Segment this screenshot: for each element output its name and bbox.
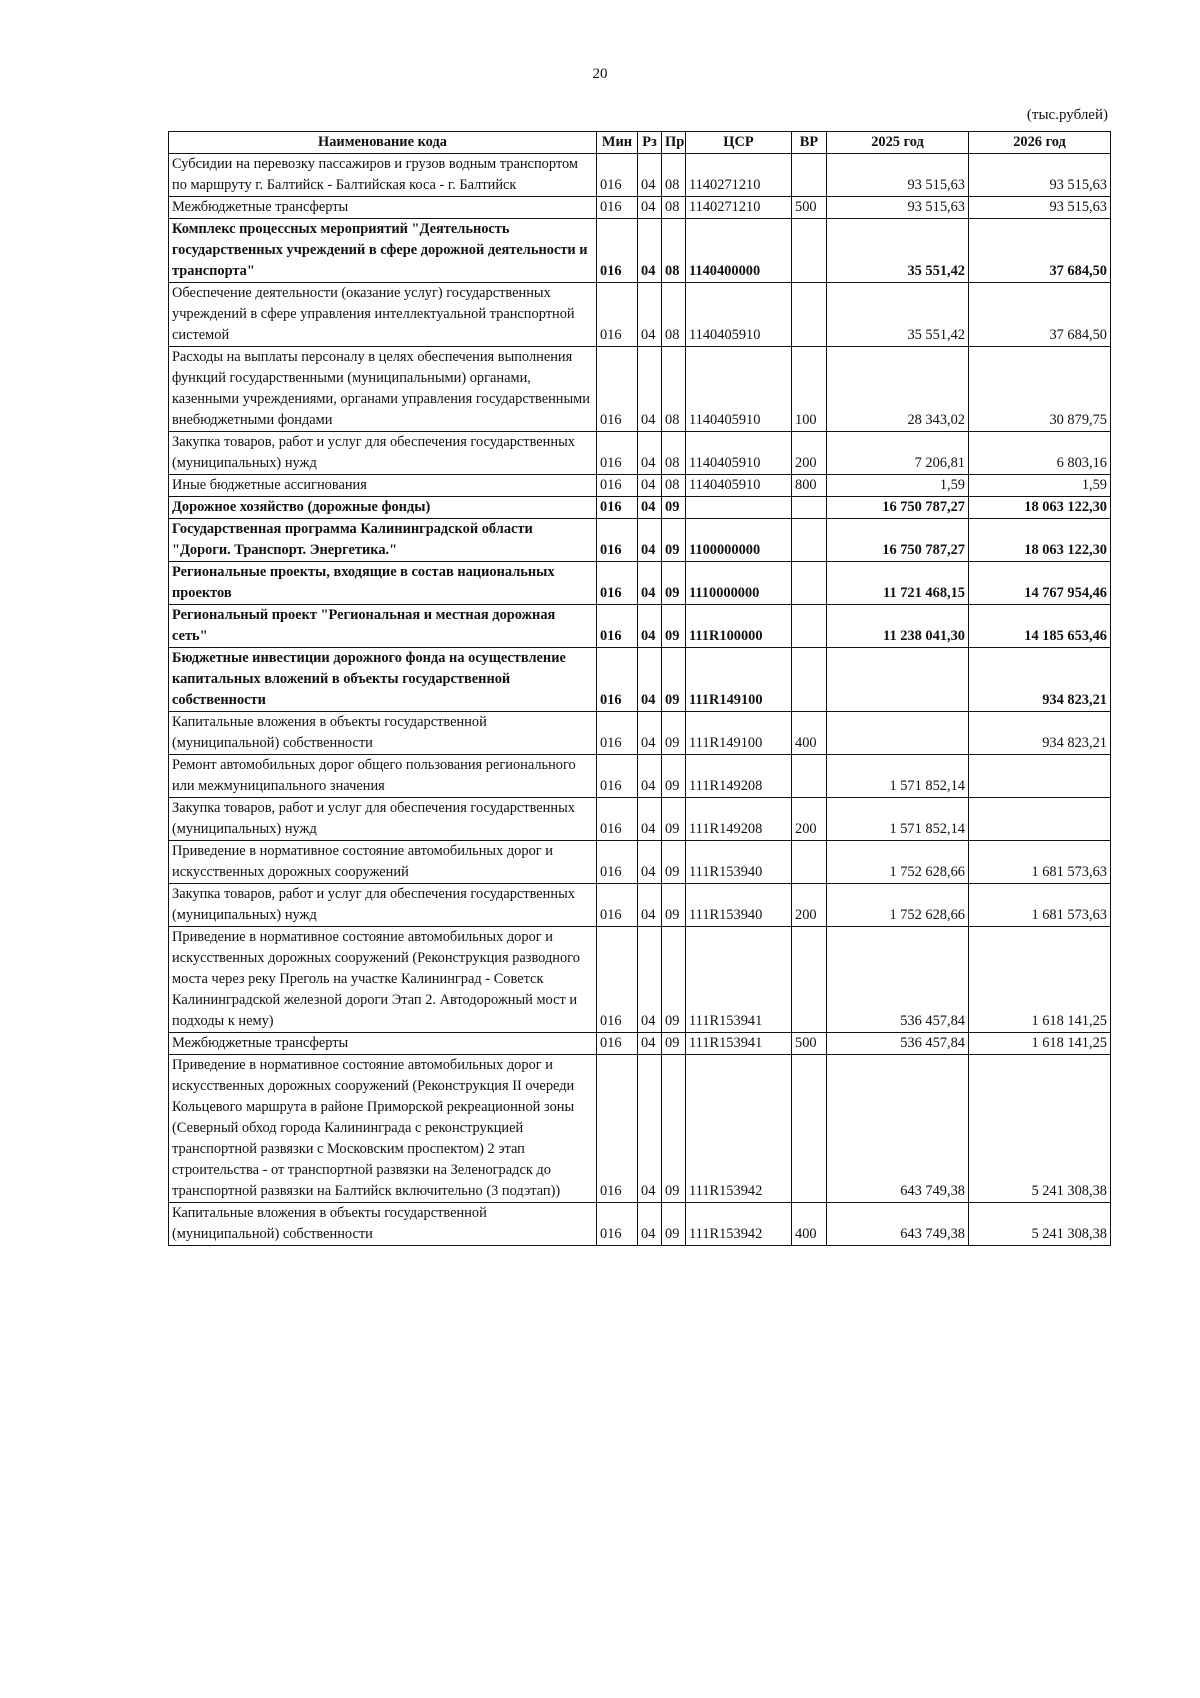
cell-min: 016 bbox=[597, 755, 638, 798]
cell-pr: 08 bbox=[662, 432, 686, 475]
cell-2025 bbox=[827, 648, 969, 712]
cell-vr: 200 bbox=[792, 432, 827, 475]
cell-2026: 6 803,16 bbox=[969, 432, 1111, 475]
table-row bbox=[169, 1033, 1111, 1055]
cell-2026 bbox=[969, 798, 1111, 841]
cell-pr: 09 bbox=[662, 1055, 686, 1203]
cell-name: Межбюджетные трансферты bbox=[169, 197, 597, 219]
cell-vr bbox=[792, 755, 827, 798]
cell-2026: 1,59 bbox=[969, 475, 1111, 497]
cell-vr bbox=[792, 219, 827, 283]
cell-name: Капитальные вложения в объекты государственной (муниципальной) собственности bbox=[169, 712, 597, 755]
cell-vr bbox=[792, 154, 827, 197]
cell-2025: 1 752 628,66 bbox=[827, 841, 969, 884]
cell-2026: 37 684,50 bbox=[969, 219, 1111, 283]
cell-2026: 18 063 122,30 bbox=[969, 497, 1111, 519]
cell-2026: 30 879,75 bbox=[969, 347, 1111, 432]
cell-min: 016 bbox=[597, 519, 638, 562]
table-row bbox=[169, 798, 1111, 841]
table-row bbox=[169, 475, 1111, 497]
cell-min: 016 bbox=[597, 1033, 638, 1055]
cell-rz: 04 bbox=[638, 219, 662, 283]
cell-pr: 09 bbox=[662, 648, 686, 712]
cell-vr bbox=[792, 1055, 827, 1203]
cell-csr: 111R153940 bbox=[686, 884, 792, 927]
cell-rz: 04 bbox=[638, 884, 662, 927]
cell-2025: 536 457,84 bbox=[827, 1033, 969, 1055]
cell-min: 016 bbox=[597, 927, 638, 1033]
cell-min: 016 bbox=[597, 798, 638, 841]
cell-2025: 643 749,38 bbox=[827, 1055, 969, 1203]
cell-2026: 1 618 141,25 bbox=[969, 927, 1111, 1033]
cell-csr: 1110000000 bbox=[686, 562, 792, 605]
cell-vr: 400 bbox=[792, 1203, 827, 1246]
unit-label: (тыс.рублей) bbox=[1026, 107, 1108, 123]
cell-rz: 04 bbox=[638, 283, 662, 347]
cell-csr: 111R149208 bbox=[686, 798, 792, 841]
cell-rz: 04 bbox=[638, 562, 662, 605]
header-rz: Рз bbox=[638, 132, 662, 154]
cell-csr: 1140405910 bbox=[686, 347, 792, 432]
table-row bbox=[169, 1203, 1111, 1246]
cell-pr: 08 bbox=[662, 475, 686, 497]
cell-rz: 04 bbox=[638, 755, 662, 798]
cell-2025: 1 571 852,14 bbox=[827, 755, 969, 798]
cell-rz: 04 bbox=[638, 712, 662, 755]
cell-name: Закупка товаров, работ и услуг для обеспечения государственных (муниципальных) нужд bbox=[169, 432, 597, 475]
cell-rz: 04 bbox=[638, 648, 662, 712]
cell-2025: 16 750 787,27 bbox=[827, 519, 969, 562]
header-csr: ЦСР bbox=[686, 132, 792, 154]
cell-pr: 09 bbox=[662, 1033, 686, 1055]
cell-pr: 09 bbox=[662, 841, 686, 884]
cell-min: 016 bbox=[597, 1203, 638, 1246]
cell-csr: 1140405910 bbox=[686, 283, 792, 347]
cell-rz: 04 bbox=[638, 347, 662, 432]
cell-name: Капитальные вложения в объекты государственной (муниципальной) собственности bbox=[169, 1203, 597, 1246]
cell-rz: 04 bbox=[638, 927, 662, 1033]
cell-name: Государственная программа Калининградской области "Дороги. Транспорт. Энергетика." bbox=[169, 519, 597, 562]
cell-name: Региональные проекты, входящие в состав национальных проектов bbox=[169, 562, 597, 605]
cell-rz: 04 bbox=[638, 1033, 662, 1055]
cell-csr: 111R100000 bbox=[686, 605, 792, 648]
cell-min: 016 bbox=[597, 283, 638, 347]
cell-2025: 643 749,38 bbox=[827, 1203, 969, 1246]
cell-rz: 04 bbox=[638, 432, 662, 475]
table-row bbox=[169, 605, 1111, 648]
cell-2025: 11 721 468,15 bbox=[827, 562, 969, 605]
page-number: 20 bbox=[592, 66, 608, 82]
cell-name: Расходы на выплаты персоналу в целях обеспечения выполнения функций государственными (муниципальными) органами, казенными учреждениями, органами управления государственными внебюджетными фондами bbox=[169, 347, 597, 432]
cell-csr: 1100000000 bbox=[686, 519, 792, 562]
cell-rz: 04 bbox=[638, 154, 662, 197]
cell-pr: 09 bbox=[662, 497, 686, 519]
cell-csr: 1140400000 bbox=[686, 219, 792, 283]
cell-name: Бюджетные инвестиции дорожного фонда на осуществление капитальных вложений в объекты государственной собственности bbox=[169, 648, 597, 712]
cell-min: 016 bbox=[597, 562, 638, 605]
cell-name: Приведение в нормативное состояние автомобильных дорог и искусственных дорожных сооружений bbox=[169, 841, 597, 884]
cell-csr: 111R153942 bbox=[686, 1055, 792, 1203]
header-2025: 2025 год bbox=[827, 132, 969, 154]
cell-pr: 09 bbox=[662, 798, 686, 841]
cell-pr: 09 bbox=[662, 1203, 686, 1246]
cell-vr: 500 bbox=[792, 1033, 827, 1055]
table-row bbox=[169, 154, 1111, 197]
cell-2026: 14 185 653,46 bbox=[969, 605, 1111, 648]
cell-rz: 04 bbox=[638, 475, 662, 497]
cell-2025: 7 206,81 bbox=[827, 432, 969, 475]
cell-2026: 37 684,50 bbox=[969, 283, 1111, 347]
cell-2025: 35 551,42 bbox=[827, 283, 969, 347]
cell-name: Ремонт автомобильных дорог общего пользования регионального или межмуниципального значения bbox=[169, 755, 597, 798]
cell-2026: 93 515,63 bbox=[969, 197, 1111, 219]
cell-name: Дорожное хозяйство (дорожные фонды) bbox=[169, 497, 597, 519]
cell-2026: 934 823,21 bbox=[969, 648, 1111, 712]
cell-2026: 1 681 573,63 bbox=[969, 884, 1111, 927]
cell-name: Межбюджетные трансферты bbox=[169, 1033, 597, 1055]
cell-min: 016 bbox=[597, 219, 638, 283]
cell-min: 016 bbox=[597, 1055, 638, 1203]
cell-min: 016 bbox=[597, 841, 638, 884]
cell-csr bbox=[686, 497, 792, 519]
cell-min: 016 bbox=[597, 432, 638, 475]
header-2026: 2026 год bbox=[969, 132, 1111, 154]
cell-2025: 11 238 041,30 bbox=[827, 605, 969, 648]
table-row bbox=[169, 347, 1111, 432]
cell-csr: 111R153942 bbox=[686, 1203, 792, 1246]
cell-2026: 18 063 122,30 bbox=[969, 519, 1111, 562]
cell-csr: 111R149100 bbox=[686, 712, 792, 755]
cell-rz: 04 bbox=[638, 519, 662, 562]
cell-pr: 08 bbox=[662, 197, 686, 219]
cell-csr: 111R153941 bbox=[686, 1033, 792, 1055]
table-row bbox=[169, 755, 1111, 798]
cell-csr: 1140271210 bbox=[686, 154, 792, 197]
cell-min: 016 bbox=[597, 347, 638, 432]
cell-pr: 09 bbox=[662, 605, 686, 648]
cell-2025: 1 752 628,66 bbox=[827, 884, 969, 927]
cell-pr: 08 bbox=[662, 219, 686, 283]
header-vr: ВР bbox=[792, 132, 827, 154]
cell-2025 bbox=[827, 712, 969, 755]
table-row bbox=[169, 432, 1111, 475]
cell-name: Приведение в нормативное состояние автомобильных дорог и искусственных дорожных сооружений (Реконструкция II очереди Кольцевого маршрута в районе Приморской рекреационной зоны (Северный обход города Калининграда с реконструкцией транспортной развязки с Московским проспектом) 2 этап строительства - от транспортной развязки на Зеленоградск до транспортной развязки на Балтийск включительно (3 подэтап)) bbox=[169, 1055, 597, 1203]
cell-2025: 536 457,84 bbox=[827, 927, 969, 1033]
cell-min: 016 bbox=[597, 605, 638, 648]
table-row bbox=[169, 197, 1111, 219]
cell-vr: 400 bbox=[792, 712, 827, 755]
cell-vr bbox=[792, 841, 827, 884]
cell-2025: 93 515,63 bbox=[827, 154, 969, 197]
cell-vr: 800 bbox=[792, 475, 827, 497]
cell-2025: 35 551,42 bbox=[827, 219, 969, 283]
cell-min: 016 bbox=[597, 497, 638, 519]
cell-vr bbox=[792, 562, 827, 605]
cell-vr bbox=[792, 283, 827, 347]
table-row bbox=[169, 841, 1111, 884]
cell-min: 016 bbox=[597, 648, 638, 712]
table-body bbox=[169, 154, 1111, 1246]
table-row bbox=[169, 648, 1111, 712]
cell-vr bbox=[792, 648, 827, 712]
cell-rz: 04 bbox=[638, 798, 662, 841]
cell-csr: 1140405910 bbox=[686, 475, 792, 497]
cell-rz: 04 bbox=[638, 197, 662, 219]
cell-2026: 93 515,63 bbox=[969, 154, 1111, 197]
cell-pr: 09 bbox=[662, 755, 686, 798]
cell-min: 016 bbox=[597, 884, 638, 927]
cell-vr bbox=[792, 605, 827, 648]
cell-2026: 1 618 141,25 bbox=[969, 1033, 1111, 1055]
cell-2025: 1,59 bbox=[827, 475, 969, 497]
cell-min: 016 bbox=[597, 475, 638, 497]
cell-name: Региональный проект "Региональная и местная дорожная сеть" bbox=[169, 605, 597, 648]
cell-2026: 1 681 573,63 bbox=[969, 841, 1111, 884]
header-pr: Пр bbox=[662, 132, 686, 154]
table-row bbox=[169, 283, 1111, 347]
cell-name: Закупка товаров, работ и услуг для обеспечения государственных (муниципальных) нужд bbox=[169, 798, 597, 841]
cell-pr: 09 bbox=[662, 927, 686, 1033]
cell-csr: 111R149100 bbox=[686, 648, 792, 712]
table-row bbox=[169, 927, 1111, 1033]
cell-csr: 111R153941 bbox=[686, 927, 792, 1033]
cell-vr: 200 bbox=[792, 884, 827, 927]
table-row bbox=[169, 519, 1111, 562]
header-name: Наименование кода bbox=[169, 132, 597, 154]
table-row bbox=[169, 497, 1111, 519]
cell-name: Комплекс процессных мероприятий "Деятельность государственных учреждений в сфере дорожной деятельности и транспорта" bbox=[169, 219, 597, 283]
cell-vr: 500 bbox=[792, 197, 827, 219]
cell-pr: 08 bbox=[662, 347, 686, 432]
table-row bbox=[169, 1055, 1111, 1203]
cell-rz: 04 bbox=[638, 841, 662, 884]
cell-rz: 04 bbox=[638, 497, 662, 519]
cell-vr: 200 bbox=[792, 798, 827, 841]
cell-csr: 111R149208 bbox=[686, 755, 792, 798]
table-row bbox=[169, 712, 1111, 755]
cell-min: 016 bbox=[597, 154, 638, 197]
table-header-row bbox=[169, 132, 1111, 154]
table-row bbox=[169, 884, 1111, 927]
cell-vr bbox=[792, 497, 827, 519]
cell-2025: 16 750 787,27 bbox=[827, 497, 969, 519]
cell-csr: 1140405910 bbox=[686, 432, 792, 475]
cell-csr: 111R153940 bbox=[686, 841, 792, 884]
cell-pr: 09 bbox=[662, 712, 686, 755]
cell-csr: 1140271210 bbox=[686, 197, 792, 219]
cell-2026: 14 767 954,46 bbox=[969, 562, 1111, 605]
cell-pr: 08 bbox=[662, 283, 686, 347]
cell-2026: 934 823,21 bbox=[969, 712, 1111, 755]
cell-rz: 04 bbox=[638, 605, 662, 648]
cell-min: 016 bbox=[597, 712, 638, 755]
cell-pr: 08 bbox=[662, 154, 686, 197]
table-row bbox=[169, 219, 1111, 283]
cell-pr: 09 bbox=[662, 884, 686, 927]
cell-2026: 5 241 308,38 bbox=[969, 1055, 1111, 1203]
cell-name: Приведение в нормативное состояние автомобильных дорог и искусственных дорожных сооружений (Реконструкция разводного моста через реку Преголь на участке Калининград - Советск Калининградской железной дороги Этап 2. Автодорожный мост и подходы к нему) bbox=[169, 927, 597, 1033]
cell-name: Субсидии на перевозку пассажиров и грузов водным транспортом по маршруту г. Балтийск - Балтийская коса - г. Балтийск bbox=[169, 154, 597, 197]
cell-2026 bbox=[969, 755, 1111, 798]
cell-name: Закупка товаров, работ и услуг для обеспечения государственных (муниципальных) нужд bbox=[169, 884, 597, 927]
cell-2025: 93 515,63 bbox=[827, 197, 969, 219]
cell-name: Обеспечение деятельности (оказание услуг) государственных учреждений в сфере управления интеллектуальной транспортной системой bbox=[169, 283, 597, 347]
cell-min: 016 bbox=[597, 197, 638, 219]
cell-rz: 04 bbox=[638, 1203, 662, 1246]
cell-name: Иные бюджетные ассигнования bbox=[169, 475, 597, 497]
cell-2025: 1 571 852,14 bbox=[827, 798, 969, 841]
table-row bbox=[169, 562, 1111, 605]
budget-table bbox=[168, 131, 1111, 1246]
cell-2026: 5 241 308,38 bbox=[969, 1203, 1111, 1246]
cell-vr: 100 bbox=[792, 347, 827, 432]
header-min: Мин bbox=[597, 132, 638, 154]
cell-2025: 28 343,02 bbox=[827, 347, 969, 432]
cell-pr: 09 bbox=[662, 519, 686, 562]
cell-pr: 09 bbox=[662, 562, 686, 605]
cell-vr bbox=[792, 927, 827, 1033]
cell-rz: 04 bbox=[638, 1055, 662, 1203]
cell-vr bbox=[792, 519, 827, 562]
